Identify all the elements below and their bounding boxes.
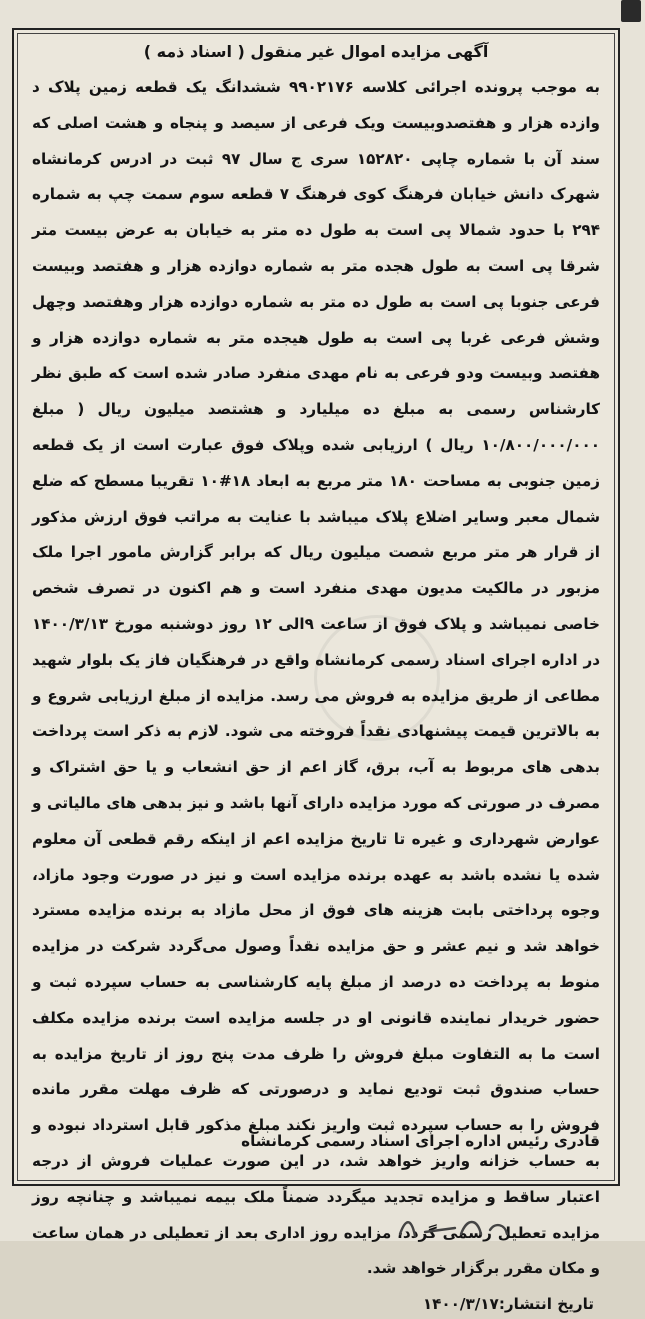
signature-line: قادری رئیس اداره اجرای اسناد رسمی کرمانشاه — [241, 1132, 600, 1150]
handwritten-mark — [395, 1210, 515, 1240]
notice-body: به موجب پرونده اجرائی کلاسه ۹۹۰۲۱۷۶ ششدانگ یک قطعه زمین پلاک د وازده هزار و هفتصدوبیست ویک فرعی از سیصد و پنجاه و هشت اصلی که سند آن با شماره چاپی ۱۵۲۸۲۰ سری ج سال ۹۷ ثبت در ادرس کرمانشاه شهرک دانش خیابان فرهنگ کوی فرهنگ ۷ قطعه سوم سمت چپ به شماره ۲۹۴ با حدود شمالا پی است به طول ده متر به خیابان به عرض بیست متر شرقا پی است به طول هجده متر به شماره دوازده هزار و هفتصد وبیست فرعی جنوبا پی است به طول ده متر به شماره دوازده هزار وهفتصد وچهل وشش فرعی غربا پی است به طول هیجده متر به شماره دوازده هزار و هفتصد وبیست ودو فرعی به نام مهدی منفرد صادر شده است که طبق نظر کارشناس رسمی به مبلغ ده میلیارد و هشتصد میلیون ریال ( مبلغ ۱۰/۸۰۰/۰۰۰/۰۰۰ ریال ) ارزیابی شده وپلاک فوق عبارت است از یک قطعه زمین جنوبی به مساحت ۱۸۰ متر مربع به ابعاد ۱۸#۱۰ تقریبا مسطح که ضلع شمال معبر وسایر اضلاع پلاک میباشد با عنایت به مراتب فوق ارزش مذکور از قرار هر متر مربع شصت میلیون ریال که برابر گزارش مامور اجرا ملک مزبور در مالکیت مدیون مهدی منفرد است و هم اکنون در تصرف شخص خاصی نمیباشد و پلاک فوق از ساعت ۹الی ۱۲ روز دوشنبه مورخ ۱۴۰۰/۳/۱۳ در اداره اجرای اسناد رسمی کرمانشاه واقع در فرهنگیان فاز یک بلوار شهید مطاعی از طریق مزایده به فروش می رسد. مزایده از مبلغ ارزیابی شروع و به بالاترین قیمت پیشنهادی نقداً فروخته می شود. لازم به ذکر است پرداخت بدهی های مربوط به آب، برق، گاز اعم از حق انشعاب و یا حق اشتراک و مصرف در صورتی که مورد مزایده دارای آنها باشد و نیز بدهی های مالیاتی و عوارض شهرداری و غیره تا تاریخ مزایده اعم از اینکه رقم قطعی آن معلوم شده یا نشده باشد به عهده برنده مزایده است و نیز در صورت وجود مازاد، وجوه پرداختی بابت هزینه های فوق از محل مازاد به برنده مزایده مسترد خواهد شد و نیم عشر و حق مزایده نقداً وصول می‌گردد شرکت در مزایده منوط به پرداخت ده درصد از مبلغ پایه کارشناسی به حساب سپرده ثبت و حضور خریدار نماینده قانونی او در جلسه مزایده است برنده مزایده مکلف است ما به التفاوت مبلغ فروش را ظرف مدت پنج روز از تاریخ مزایده به حساب صندوق ثبت تودیع نماید و درصورتی که ظرف مهلت مقرر مانده فروش را به حساب سپرده ثبت واریز نکند مبلغ مذکور قابل استرداد نبوده و به حساب خزانه واریز خواهد شد، در این صورت عملیات فروش از درجه اعتبار ساقط و مزایده تجدید میگردد ضمناً ملک بیمه نمیباشد و چنانچه روز مزایده تعطیل رسمی گردد، مزایده روز اداری بعد از تعطیلی در همان ساعت و مکان مقرر برگزار خواهد شد. — [32, 78, 601, 1278]
notice-content — [32, 40, 600, 1319]
publish-date: تاریخ انتشار:۱۴۰۰/۳/۱۷ — [422, 1295, 594, 1314]
notice-frame — [12, 28, 620, 1314]
notice-title: آگهی مزایده اموال غیر منقول ( اسناد ذمه ) — [143, 42, 489, 61]
corner-ink-mark — [621, 0, 641, 22]
